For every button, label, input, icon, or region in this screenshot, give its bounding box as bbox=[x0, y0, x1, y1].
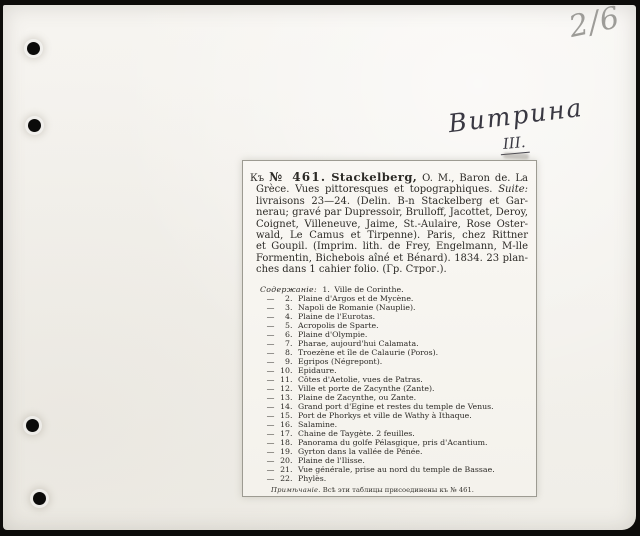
contents-item-number: 21. bbox=[280, 464, 293, 474]
contents-item-text: Ville et porte de Zacynthe (Zante). bbox=[297, 383, 435, 393]
contents-item-number: 1. bbox=[322, 284, 330, 294]
entry-heading-line bbox=[250, 172, 528, 184]
contents-item-text: Côtes d'Aetolie, vues de Patras. bbox=[297, 374, 423, 384]
contents-item-dash: — bbox=[266, 428, 275, 438]
punch-hole bbox=[27, 42, 40, 55]
contents-item-dash: — bbox=[266, 383, 275, 393]
contents-item-number: 16. bbox=[280, 419, 293, 429]
contents-item-number: 7. bbox=[285, 338, 293, 348]
contents-item-text: Gyrton dans la vallée de Pénée. bbox=[297, 446, 423, 456]
entry-line: livraisons 23—24. (Delin. B-n Stackelberg et Gar- bbox=[256, 195, 528, 207]
contents-item-number: 22. bbox=[280, 473, 293, 483]
contents-item-text: Vue générale, prise au nord du temple de Bassae. bbox=[297, 464, 495, 474]
contents-item-dash: — bbox=[266, 347, 275, 357]
contents-item-text: Port de Phorkys et ville de Wathy à Ithaque. bbox=[297, 410, 472, 420]
contents-item-dash: — bbox=[266, 338, 275, 348]
entry-suite-label: Suite: bbox=[498, 184, 528, 196]
contents-item-dash: — bbox=[266, 356, 275, 366]
entry-line-text: Grèce. Vues pittoresques et topographiques. bbox=[256, 184, 493, 196]
contents-item-text: Plaine de l'Ilisse. bbox=[297, 455, 365, 465]
contents-label-line bbox=[260, 285, 528, 294]
contents-item-text: Troezène et île de Calaurie (Poros). bbox=[297, 347, 439, 357]
contents-item-text: Panorama du golfe Pélasgique, pris d'Acantium. bbox=[297, 437, 488, 447]
contents-list bbox=[250, 285, 528, 483]
contents-item bbox=[250, 447, 528, 456]
contents-item-number: 10. bbox=[280, 365, 293, 375]
entry-line: ches dans 1 cahier folio. (Гр. Строг.). bbox=[256, 264, 447, 276]
entry-line: wald, Le Camus et Tirpenne). Paris, chez Rittner bbox=[256, 230, 528, 242]
contents-item-dash: — bbox=[266, 410, 275, 420]
contents-label: Содержаніе: bbox=[260, 284, 317, 294]
contents-item-dash: — bbox=[266, 320, 275, 330]
contents-item bbox=[250, 420, 528, 429]
contents-item bbox=[250, 348, 528, 357]
contents-item bbox=[250, 294, 528, 303]
contents-item-number: 8. bbox=[285, 347, 293, 357]
note-line bbox=[271, 486, 528, 494]
note-text: Всѣ эти таблицы присоединены къ № 461. bbox=[322, 485, 474, 494]
contents-item-text: Phylès. bbox=[297, 473, 327, 483]
contents-item-number: 11. bbox=[280, 374, 293, 384]
contents-item bbox=[250, 402, 528, 411]
contents-item-number: 18. bbox=[280, 437, 293, 447]
contents-item bbox=[250, 411, 528, 420]
punch-hole bbox=[33, 492, 46, 505]
contents-item-dash: — bbox=[266, 302, 275, 312]
entry-heading-rest: O. M., Baron de. La bbox=[422, 173, 528, 184]
entry-paragraph bbox=[250, 172, 528, 276]
punch-hole bbox=[26, 419, 39, 432]
contents-item-dash: — bbox=[266, 329, 275, 339]
contents-item-text: Egripos (Négrepont). bbox=[297, 356, 383, 366]
contents-item-dash: — bbox=[266, 293, 275, 303]
contents-item bbox=[250, 303, 528, 312]
contents-item bbox=[250, 321, 528, 330]
contents-item bbox=[250, 375, 528, 384]
contents-item bbox=[250, 465, 528, 474]
note-label: Примѣчаніе. bbox=[271, 485, 321, 494]
entry-author: Stackelberg, bbox=[331, 170, 418, 184]
contents-item-number: 14. bbox=[280, 401, 293, 411]
contents-item-dash: — bbox=[266, 401, 275, 411]
contents-item-text: Plaine d'Argos et de Mycène. bbox=[297, 293, 414, 303]
contents-item-text: Epidaure. bbox=[297, 365, 337, 375]
contents-item-number: 9. bbox=[285, 356, 293, 366]
contents-item-dash: — bbox=[266, 446, 275, 456]
contents-item bbox=[250, 312, 528, 321]
contents-item-dash: — bbox=[266, 473, 275, 483]
contents-item-number: 20. bbox=[280, 455, 293, 465]
contents-item-text: Salamine. bbox=[297, 419, 338, 429]
contents-item-text: Grand port d'Egine et restes du temple de Venus. bbox=[297, 401, 494, 411]
contents-item bbox=[250, 393, 528, 402]
contents-item bbox=[250, 357, 528, 366]
contents-item bbox=[250, 456, 528, 465]
contents-item-dash: — bbox=[266, 455, 275, 465]
contents-item-number: 17. bbox=[280, 428, 293, 438]
contents-item bbox=[250, 438, 528, 447]
entry-line: Coignet, Villeneuve, Jaime, St.-Aulaire, Rose Oster- bbox=[256, 218, 528, 230]
contents-item-dash: — bbox=[266, 374, 275, 384]
contents-item-text: Plaine de l'Eurotas. bbox=[297, 311, 376, 321]
contents-item-text: Napoli de Romanie (Nauplie). bbox=[297, 302, 416, 312]
contents-item bbox=[250, 339, 528, 348]
contents-item-dash: — bbox=[266, 365, 275, 375]
entry-line: nerau; gravé par Dupressoir, Brulloff, Jacottet, Deroy, bbox=[256, 207, 528, 219]
contents-item-number: 2. bbox=[285, 293, 293, 303]
contents-item bbox=[250, 384, 528, 393]
scanned-page bbox=[3, 0, 636, 530]
entry-ref-number: № 461. bbox=[269, 170, 327, 184]
contents-item-number: 5. bbox=[285, 320, 293, 330]
contents-item-number: 4. bbox=[285, 311, 293, 321]
contents-item-dash: — bbox=[266, 419, 275, 429]
contents-item-dash: — bbox=[266, 392, 275, 402]
contents-item-number: 15. bbox=[280, 410, 293, 420]
contents-item-number: 6. bbox=[285, 329, 293, 339]
scan-smudge bbox=[503, 152, 529, 159]
contents-item bbox=[250, 474, 528, 483]
contents-item-number: 12. bbox=[280, 383, 293, 393]
contents-item-text: Pharae, aujourd'hui Calamata. bbox=[297, 338, 419, 348]
entry-line: Formentin, Bichebois aîné et Bénard). 1834. 23 plan- bbox=[256, 252, 528, 264]
contents-item-text: Plaine d'Olympie. bbox=[297, 329, 368, 339]
contents-item-number: 19. bbox=[280, 446, 293, 456]
contents-item bbox=[250, 429, 528, 438]
handwritten-showcase-label: Витрина bbox=[446, 92, 585, 139]
entry-line bbox=[256, 184, 528, 195]
contents-items bbox=[250, 294, 528, 483]
contents-item bbox=[250, 330, 528, 339]
entry-lines bbox=[250, 196, 528, 276]
contents-item bbox=[250, 366, 528, 375]
contents-item-number: 3. bbox=[285, 302, 293, 312]
handwritten-showcase-numeral: III. bbox=[499, 133, 529, 155]
entry-line: et Goupil. (Imprim. lith. de Frey, Engelmann, M-lle bbox=[256, 241, 528, 253]
catalog-clipping bbox=[242, 160, 537, 497]
contents-item-dash: — bbox=[266, 437, 275, 447]
contents-item-text: Acropolis de Sparte. bbox=[297, 320, 379, 330]
contents-item-number: 13. bbox=[280, 392, 293, 402]
entry-ref-prefix: Къ bbox=[250, 173, 265, 184]
contents-item-dash: — bbox=[266, 311, 275, 321]
contents-item-text: Chaine de Taygète. 2 feuilles. bbox=[297, 428, 415, 438]
pencil-page-number: 2/6 bbox=[565, 0, 624, 45]
contents-item-text: Plaine de Zacynthe, ou Zante. bbox=[297, 392, 417, 402]
contents-item-dash: — bbox=[266, 464, 275, 474]
punch-hole bbox=[28, 119, 41, 132]
contents-item-text: Ville de Corinthe. bbox=[334, 284, 404, 294]
